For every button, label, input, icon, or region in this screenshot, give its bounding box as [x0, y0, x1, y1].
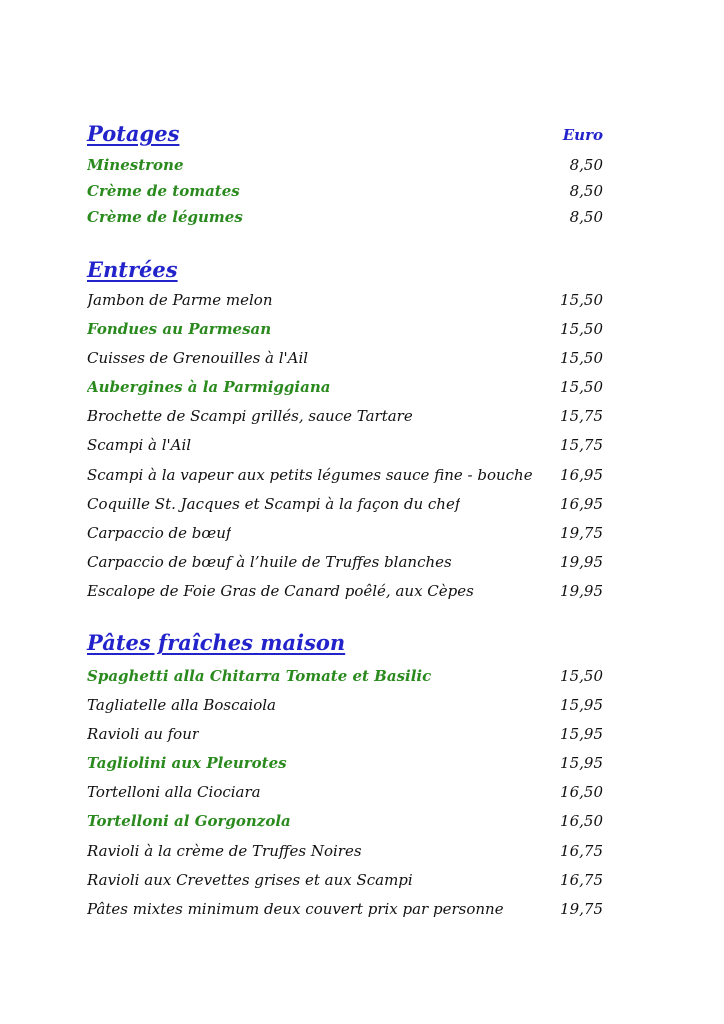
menu-item: [87, 180, 603, 202]
section-title-pates: Pâtes fraîches maison: [87, 630, 346, 655]
item-name: Tagliolini aux Pleurotes: [87, 754, 287, 772]
menu-item: [87, 206, 603, 228]
menu-item: [87, 522, 603, 544]
item-name: Pâtes mixtes minimum deux couvert prix par personne: [87, 900, 504, 918]
menu-item: [87, 869, 603, 891]
item-name: Coquille St. Jacques et Scampi à la façon du chef: [87, 495, 461, 513]
item-price: 8,50: [569, 182, 603, 200]
item-price: 15,50: [560, 291, 603, 309]
item-name: Minestrone: [87, 156, 184, 174]
item-price: 16,50: [560, 783, 603, 801]
item-price: 16,50: [560, 812, 603, 830]
item-name: Spaghetti alla Chitarra Tomate et Basilic: [87, 667, 432, 685]
section-title-potages: Potages: [87, 121, 180, 146]
item-price: 15,95: [560, 696, 603, 714]
item-price: 15,75: [560, 407, 603, 425]
item-name: Scampi à l'Ail: [87, 436, 192, 454]
currency-label: Euro: [562, 126, 603, 144]
item-price: 16,75: [560, 871, 603, 889]
menu-item: [87, 665, 603, 687]
item-name: Cuisses de Grenouilles à l'Ail: [87, 349, 309, 367]
menu-item: [87, 347, 603, 369]
menu-item: [87, 752, 603, 774]
item-price: 15,50: [560, 378, 603, 396]
menu-item: [87, 405, 603, 427]
menu-item: [87, 781, 603, 803]
menu-item: [87, 464, 603, 486]
menu-item: [87, 580, 603, 602]
item-price: 8,50: [569, 208, 603, 226]
menu-item: [87, 898, 603, 920]
item-name: Tagliatelle alla Boscaiola: [87, 696, 276, 714]
item-name: Scampi à la vapeur aux petits légumes sauce fine - bouche: [87, 466, 533, 484]
menu-item: [87, 723, 603, 745]
menu-item: [87, 154, 603, 176]
menu-item: [87, 434, 603, 456]
item-price: 16,95: [560, 466, 603, 484]
section-title-entrees: Entrées: [87, 257, 178, 282]
item-price: 8,50: [569, 156, 603, 174]
menu-item: [87, 840, 603, 862]
item-price: 19,95: [560, 553, 603, 571]
item-name: Ravioli à la crème de Truffes Noires: [87, 842, 362, 860]
item-name: Tortelloni alla Ciociara: [87, 783, 261, 801]
item-name: Carpaccio de bœuf: [87, 524, 232, 542]
item-price: 15,95: [560, 754, 603, 772]
item-price: 19,75: [560, 524, 603, 542]
item-name: Fondues au Parmesan: [87, 320, 272, 338]
item-name: Carpaccio de bœuf à l’huile de Truffes blanches: [87, 553, 452, 571]
menu-item: [87, 289, 603, 311]
menu-item: [87, 318, 603, 340]
item-price: 15,50: [560, 667, 603, 685]
item-price: 15,75: [560, 436, 603, 454]
menu-item: [87, 694, 603, 716]
menu-item: [87, 551, 603, 573]
item-price: 15,50: [560, 320, 603, 338]
item-price: 19,75: [560, 900, 603, 918]
item-name: Tortelloni al Gorgonzola: [87, 812, 291, 830]
item-name: Ravioli aux Crevettes grises et aux Scampi: [87, 871, 413, 889]
item-price: 15,95: [560, 725, 603, 743]
item-name: Ravioli au four: [87, 725, 200, 743]
item-price: 16,75: [560, 842, 603, 860]
item-name: Jambon de Parme melon: [87, 291, 273, 309]
item-price: 15,50: [560, 349, 603, 367]
item-price: 16,95: [560, 495, 603, 513]
item-name: Crème de légumes: [87, 208, 243, 226]
item-name: Escalope de Foie Gras de Canard poêlé, aux Cèpes: [87, 582, 474, 600]
menu-item: [87, 376, 603, 398]
item-name: Aubergines à la Parmiggiana: [87, 378, 331, 396]
menu-item: [87, 810, 603, 832]
menu-item: [87, 493, 603, 515]
item-name: Brochette de Scampi grillés, sauce Tartare: [87, 407, 413, 425]
item-price: 19,95: [560, 582, 603, 600]
item-name: Crème de tomates: [87, 182, 240, 200]
